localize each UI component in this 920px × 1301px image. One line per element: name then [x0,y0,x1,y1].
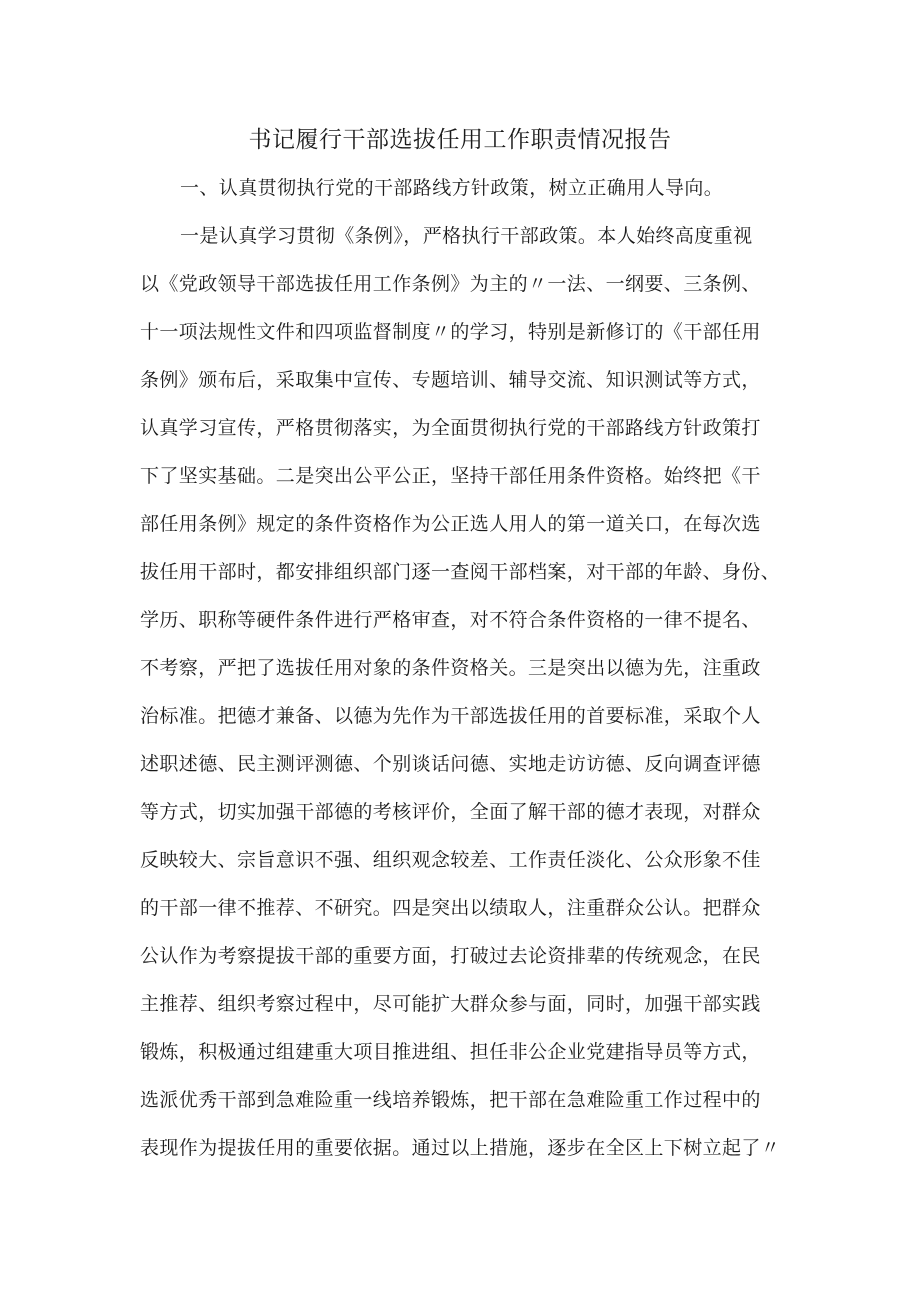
section-heading: 一、认真贯彻执行党的干部路线方针政策，树立正确用人导向。 [180,177,724,199]
paragraph-line: 的干部一律不推荐、不研究。四是突出以绩取人，注重群众公认。把群众 [140,897,761,919]
paragraph-line: 述职述德、民主测评测德、个别谈话问德、实地走访访德、反向调查评德 [140,753,761,775]
paragraph-line: 条例》颁布后，采取集中宣传、专题培训、辅导交流、知识测试等方式， [140,369,761,391]
paragraph-line: 以《党政领导干部选拔任用工作条例》为主的〃一法、一纲要、三条例、 [140,273,761,295]
paragraph-line: 等方式，切实加强干部德的考核评价，全面了解干部的德才表现，对群众 [140,801,761,823]
paragraph-line: 锻炼，积极通过组建重大项目推进组、担任非公企业党建指导员等方式， [140,1041,761,1063]
document-body [140,168,800,1176]
paragraph-line: 拔任用干部时，都安排组织部门逐一查阅干部档案，对干部的年龄、身份、 [140,561,781,583]
paragraph-line: 公认作为考察提拔干部的重要方面，打破过去论资排辈的传统观念，在民 [140,945,761,967]
paragraph-line: 治标准。把德才兼备、以德为先作为干部选拔任用的首要标准，采取个人 [140,705,761,727]
paragraph-line: 部任用条例》规定的条件资格作为公正选人用人的第一道关口，在每次选 [140,513,761,535]
paragraph-line: 下了坚实基础。二是突出公平公正，坚持干部任用条件资格。始终把《干 [140,465,761,487]
paragraph-line: 认真学习宣传，严格贯彻落实，为全面贯彻执行党的干部路线方针政策打 [140,417,761,439]
paragraph-line: 选派优秀干部到急难险重一线培养锻炼，把干部在急难险重工作过程中的 [140,1089,761,1111]
paragraph-line: 十一项法规性文件和四项监督制度〃的学习，特别是新修订的《干部任用 [140,321,761,343]
paragraph-line: 学历、职称等硬件条件进行严格审查，对不符合条件资格的一律不提名、 [140,609,761,631]
paragraph-line: 表现作为提拔任用的重要依据。通过以上措施，逐步在全区上下树立起了〃 [140,1137,781,1159]
paragraph-line: 主推荐、组织考察过程中，尽可能扩大群众参与面，同时，加强干部实践 [140,993,761,1015]
document-title: 书记履行干部选拔任用工作职责情况报告 [248,127,672,153]
paragraph-line: 一是认真学习贯彻《条例》，严格执行干部政策。本人始终高度重视 [180,225,753,247]
paragraph-line: 反映较大、宗旨意识不强、组织观念较差、工作责任淡化、公众形象不佳 [140,849,761,871]
paragraph-line: 不考察，严把了选拔任用对象的条件资格关。三是突出以德为先，注重政 [140,657,761,679]
